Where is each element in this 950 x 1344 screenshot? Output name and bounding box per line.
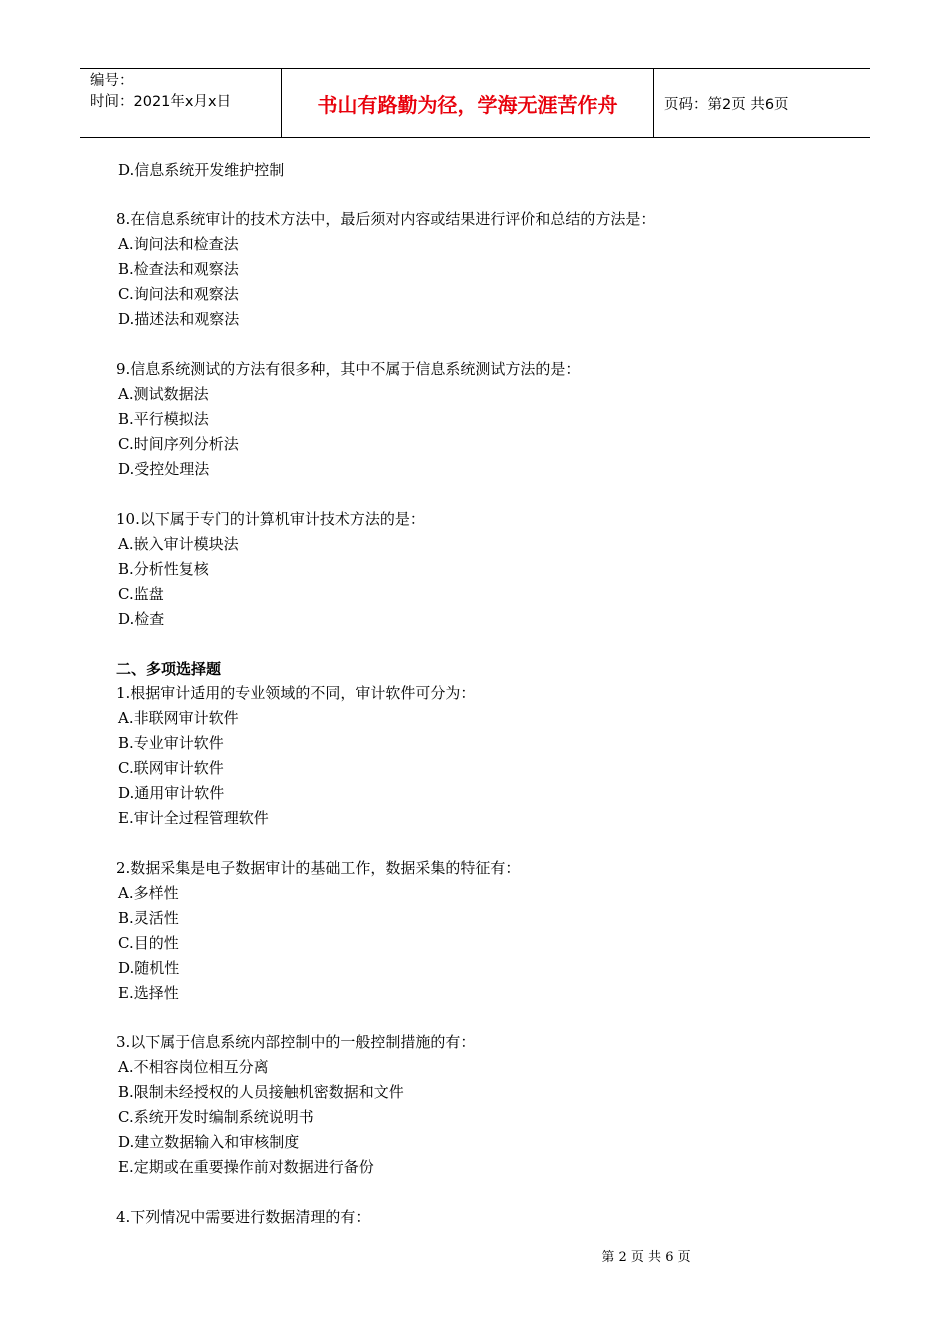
option-line: D.受控处理法	[118, 460, 210, 478]
option-line: B.灵活性	[118, 909, 179, 927]
footer-page-number: 第 2 页 共 6 页	[601, 1250, 691, 1265]
number-label: 编号：	[90, 73, 134, 89]
question-line: 10.以下属于专门的计算机审计技术方法的是：	[116, 510, 425, 528]
option-line: B.专业审计软件	[118, 734, 224, 752]
question-line: 2.数据采集是电子数据审计的基础工作，数据采集的特征有：	[116, 859, 521, 877]
option-line: D.信息系统开发维护控制	[118, 161, 285, 179]
option-line: C.联网审计软件	[118, 759, 224, 777]
question-line: 4.下列情况中需要进行数据清理的有：	[116, 1208, 371, 1226]
time-label: 时间：2021年x月x日	[90, 94, 232, 110]
option-line: D.描述法和观察法	[118, 310, 240, 328]
option-line: B.限制未经授权的人员接触机密数据和文件	[118, 1083, 404, 1101]
header-page-label: 页码：第2页 共6页	[664, 96, 789, 113]
option-line: A.询问法和检查法	[118, 235, 239, 253]
question-line: 9.信息系统测试的方法有很多种，其中不属于信息系统测试方法的是：	[116, 360, 581, 378]
option-line: B.检查法和观察法	[118, 260, 239, 278]
option-line: A.嵌入审计模块法	[118, 535, 239, 553]
section-heading: 二、多项选择题	[116, 660, 222, 678]
option-line: A.非联网审计软件	[118, 709, 239, 727]
option-line: C.询问法和观察法	[118, 285, 239, 303]
option-line: E.选择性	[118, 984, 179, 1002]
header-motto: 书山有路勤为径，学海无涯苦作舟	[281, 69, 654, 137]
option-line: B.平行模拟法	[118, 410, 209, 428]
page-header	[80, 68, 870, 138]
header-meta	[80, 69, 281, 137]
option-line: C.时间序列分析法	[118, 435, 239, 453]
option-line: D.检查	[118, 610, 165, 628]
option-line: D.通用审计软件	[118, 784, 225, 802]
question-line: 8.在信息系统审计的技术方法中，最后须对内容或结果进行评价和总结的方法是：	[116, 210, 656, 228]
option-line: C.目的性	[118, 934, 179, 952]
option-line: B.分析性复核	[118, 560, 209, 578]
option-line: E.审计全过程管理软件	[118, 809, 269, 827]
option-line: A.不相容岗位相互分离	[118, 1058, 269, 1076]
option-line: D.随机性	[118, 959, 180, 977]
option-line: A.多样性	[118, 884, 179, 902]
question-line: 3.以下属于信息系统内部控制中的一般控制措施的有：	[116, 1033, 476, 1051]
page-footer	[0, 1246, 950, 1265]
question-line: 1.根据审计适用的专业领域的不同，审计软件可分为：	[116, 684, 476, 702]
option-line: A.测试数据法	[118, 385, 209, 403]
option-line: E.定期或在重要操作前对数据进行备份	[118, 1158, 374, 1176]
option-line: C.系统开发时编制系统说明书	[118, 1108, 314, 1126]
option-line: C.监盘	[118, 585, 164, 603]
option-line: D.建立数据输入和审核制度	[118, 1133, 300, 1151]
